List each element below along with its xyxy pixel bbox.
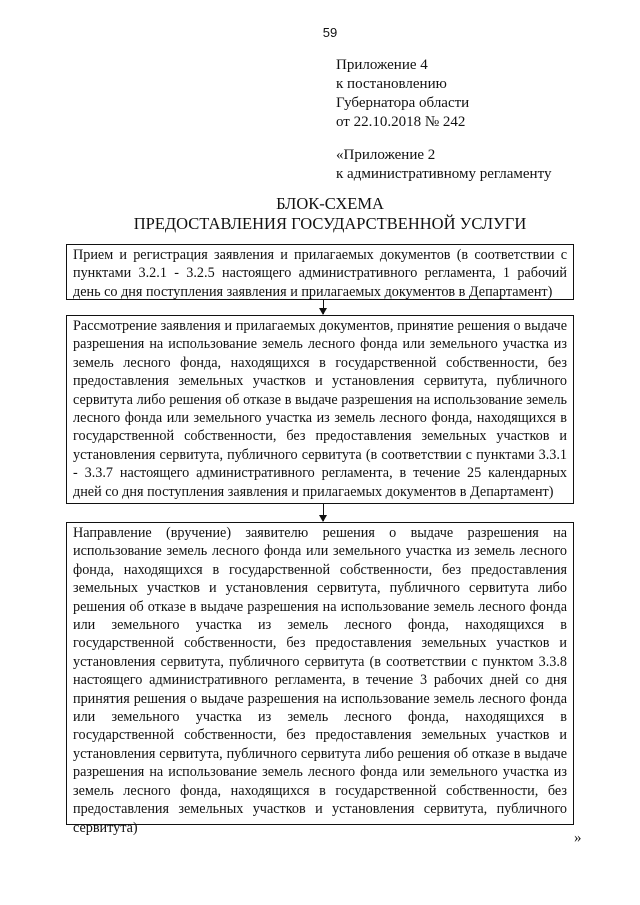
closing-quote: » [574, 830, 582, 846]
page-number: 59 [322, 25, 338, 40]
flow-step-3: Направление (вручение) заявителю решения о выдаче разрешения на использование земель лесного фонда или земельного участка из земель лесного фонда, находящихся в государственной собственности, без предоставления земельных участков и установления сервитута, публичного сервитута либо решения об отказе в выдаче разрешения на использование земель лесного фонда или земельного участка из земель лесного фонда, находящихся в государственной собственности, без предоставления земельных участков и установления сервитута, публичного сервитута (в соответствии с пунктом 3.3.8 настоящего административного регламента, в течение 3 рабочих дней со дня принятия решения о выдаче разрешения на использование земель лесного фонда или земельного участка из земель лесного фонда, находящихся в государственной собственности, без предоставления земельных участков и установления сервитута, публичного сервитута либо решения об отказе в выдаче разрешения на использование земель лесного фонда или земельного участка из земель лесного фонда, находящихся в государственной собственности, без предоставления земельных участков и установления сервитута, публичного сервитута) [66, 522, 574, 825]
appendix-reference [336, 146, 551, 184]
flow-step-2: Рассмотрение заявления и прилагаемых документов, принятие решения о выдаче разрешения на использование земель лесного фонда или земельного участка из земель лесного фонда, находящихся в государственной собственности, без предоставления земельных участков и установления сервитута, публичного сервитута либо решения об отказе в выдаче разрешения на использование земель лесного фонда или земельного участка из земель лесного фонда, находящихся в государственной собственности, без предоставления земельных участков и установления сервитута, публичного сервитута (в соответствии с пунктами 3.3.1 - 3.3.7 настоящего административного регламента, в течение 25 календарных дней со дня поступления заявления и прилагаемых документов в Департамент) [66, 315, 574, 504]
appendix-header [336, 56, 469, 132]
title-line-1: БЛОК-СХЕМА [276, 194, 384, 213]
appendix-line: Губернатора области [336, 95, 470, 111]
appendix-line: к постановлению [336, 76, 447, 92]
document-title [0, 194, 640, 234]
flow-arrow-down-icon [323, 504, 324, 521]
appendix-line: Приложение 4 [336, 57, 428, 73]
flow-step-1: Прием и регистрация заявления и прилагаемых документов (в соответствии с пунктами 3.2.1 - 3.2.5 настоящего административного регламента, 1 рабочий день со дня поступления заявления и прилагаемых документов в Департамент) [66, 244, 574, 300]
appendix-line: от 22.10.2018 № 242 [336, 114, 466, 130]
appendix-reference-line: к административному регламенту [336, 166, 552, 182]
appendix-reference-line: «Приложение 2 [336, 147, 436, 163]
flow-arrow-down-icon [323, 300, 324, 314]
title-line-2: ПРЕДОСТАВЛЕНИЯ ГОСУДАРСТВЕННОЙ УСЛУГИ [133, 214, 527, 233]
